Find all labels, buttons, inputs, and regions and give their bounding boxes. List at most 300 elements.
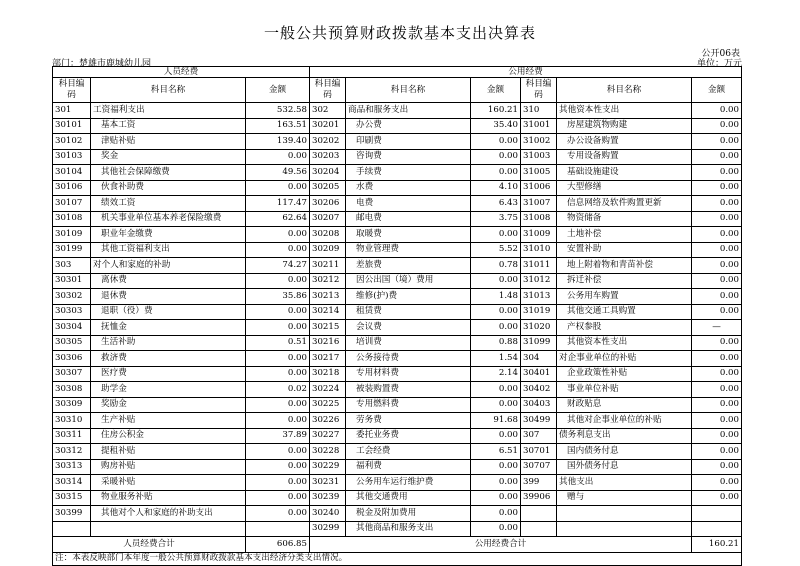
item-amount: 0.00 [471,490,521,506]
table-row [53,134,742,150]
item-name: 水费 [346,180,471,196]
item-code: 30213 [310,289,346,305]
item-code: 30313 [53,459,91,475]
table-row [53,180,742,196]
item-amount: 532.58 [246,103,310,119]
item-name: 助学金 [91,382,246,398]
item-name: 其他资本性支出 [557,335,692,351]
item-amount: 0.00 [471,227,521,243]
item-name: 抚恤金 [91,320,246,336]
item-code: 30104 [53,165,91,181]
item-code: 31012 [521,273,557,289]
table-row [53,118,742,134]
department-label: 部门：楚雄市鹿城幼儿园 [52,59,152,69]
table-row [53,366,742,382]
item-code: 30231 [310,475,346,491]
item-code: 31006 [521,180,557,196]
totals-row [53,537,742,553]
item-amount: 0.00 [692,258,742,274]
item-amount [246,521,310,537]
item-name: 生活补助 [91,335,246,351]
item-name: 大型修缮 [557,180,692,196]
item-code: 31002 [521,134,557,150]
item-name: 土地补偿 [557,227,692,243]
item-name: 咨询费 [346,149,471,165]
item-name: 国外债务付息 [557,459,692,475]
item-code: 30109 [53,227,91,243]
item-amount: 0.51 [246,335,310,351]
item-code: 30202 [310,134,346,150]
item-name: 差旅费 [346,258,471,274]
item-name: 绩效工资 [91,196,246,212]
item-code: 30315 [53,490,91,506]
item-name: 办公设备购置 [557,134,692,150]
item-code [521,521,557,537]
item-amount: 5.52 [471,242,521,258]
item-amount: 0.00 [471,149,521,165]
item-name: 物资储备 [557,211,692,227]
item-amount: 0.00 [246,444,310,460]
item-amount: 0.00 [692,304,742,320]
table-row [53,196,742,212]
table-row [53,258,742,274]
item-code: 301 [53,103,91,119]
item-name: 其他支出 [557,475,692,491]
item-amount: 0.00 [471,165,521,181]
item-code: 304 [521,351,557,367]
item-amount [692,521,742,537]
item-name: 拆迁补偿 [557,273,692,289]
personnel-total-amount: 606.85 [246,537,310,553]
item-name: 其他资本性支出 [557,103,692,119]
table-row [53,320,742,336]
item-code: 30205 [310,180,346,196]
item-code: 30307 [53,366,91,382]
item-code [53,521,91,537]
group-header-row [53,67,742,78]
item-name: 企业政策性补贴 [557,366,692,382]
item-name: 房屋建筑物购建 [557,118,692,134]
item-name: 职业年金缴费 [91,227,246,243]
item-code: 30239 [310,490,346,506]
item-name: 财政贴息 [557,397,692,413]
item-amount: 2.14 [471,366,521,382]
item-amount: 0.00 [692,242,742,258]
item-amount: 0.00 [246,180,310,196]
table-row [53,211,742,227]
item-code: 30314 [53,475,91,491]
item-code: 30203 [310,149,346,165]
item-amount: 0.00 [692,351,742,367]
item-name: 购房补贴 [91,459,246,475]
column-header-row [53,78,742,103]
item-code: 30103 [53,149,91,165]
item-amount: 139.40 [246,134,310,150]
item-name: 因公出国（境）费用 [346,273,471,289]
item-amount: 0.00 [692,289,742,305]
item-amount: 35.86 [246,289,310,305]
item-name: 国内债务付息 [557,444,692,460]
item-name: 取暖费 [346,227,471,243]
item-amount: 0.00 [246,273,310,289]
item-code: 30106 [53,180,91,196]
item-amount: 0.00 [471,397,521,413]
public-total-amount: 160.21 [692,537,742,553]
item-name: 被装购置费 [346,382,471,398]
item-name: 税金及附加费用 [346,506,471,522]
item-amount: 0.00 [692,211,742,227]
item-code: 30311 [53,428,91,444]
item-code: 30707 [521,459,557,475]
item-amount: 0.00 [692,103,742,119]
item-amount: 0.00 [692,196,742,212]
header-code: 科目编码 [53,78,91,103]
item-name: 其他商品和服务支出 [346,521,471,537]
item-amount: 0.00 [692,397,742,413]
item-name: 劳务费 [346,413,471,429]
item-code: 30499 [521,413,557,429]
item-name: 机关事业单位基本养老保险缴费 [91,211,246,227]
item-name: 信息网络及软件购置更新 [557,196,692,212]
item-code: 30214 [310,304,346,320]
table-row [53,506,742,522]
item-amount: 0.00 [692,428,742,444]
table-row [53,242,742,258]
item-code: 30208 [310,227,346,243]
table-row [53,351,742,367]
item-amount: 0.00 [692,490,742,506]
item-name: 赠与 [557,490,692,506]
item-amount: 1.54 [471,351,521,367]
table-row [53,103,742,119]
item-code: 31019 [521,304,557,320]
item-code: 30211 [310,258,346,274]
group-public: 公用经费 [310,67,742,78]
item-amount: 160.21 [471,103,521,119]
item-amount: 163.51 [246,118,310,134]
item-name: 对个人和家庭的补助 [91,258,246,274]
header-name: 科目名称 [91,78,246,103]
public-total-label: 公用经费合计 [310,537,692,553]
item-amount: 0.00 [246,242,310,258]
note-row [53,552,742,565]
header-amount: 金额 [471,78,521,103]
item-code: 399 [521,475,557,491]
item-name: 公务用车运行维护费 [346,475,471,491]
item-code: 39906 [521,490,557,506]
item-code [521,506,557,522]
item-amount: 0.00 [471,459,521,475]
item-code: 31005 [521,165,557,181]
expenditure-table [52,66,742,566]
item-name: 退职（役）费 [91,304,246,320]
item-name: 租赁费 [346,304,471,320]
header-amount: 金额 [692,78,742,103]
header-code: 科目编码 [521,78,557,103]
item-name: 产权参股 [557,320,692,336]
item-amount: 91.68 [471,413,521,429]
item-amount: 0.00 [471,506,521,522]
item-amount: 35.40 [471,118,521,134]
header-name: 科目名称 [346,78,471,103]
header-amount: 金额 [246,78,310,103]
item-code: 30301 [53,273,91,289]
item-name: 商品和服务支出 [346,103,471,119]
item-code: 30199 [53,242,91,258]
item-amount: 0.00 [692,444,742,460]
report-title: 一般公共预算财政拨款基本支出决算表 [263,24,536,42]
item-name: 安置补助 [557,242,692,258]
item-amount [692,506,742,522]
item-code: 30312 [53,444,91,460]
item-code: 30102 [53,134,91,150]
item-code: 30304 [53,320,91,336]
item-name: 基础设施建设 [557,165,692,181]
item-name: 基本工资 [91,118,246,134]
item-name: 手续费 [346,165,471,181]
item-amount: 0.00 [246,413,310,429]
item-name: 生产补贴 [91,413,246,429]
item-amount: 0.00 [692,180,742,196]
item-name: 其他对企事业单位的补贴 [557,413,692,429]
item-name: 会议费 [346,320,471,336]
table-row [53,273,742,289]
item-amount: 0.00 [692,475,742,491]
item-name: 离休费 [91,273,246,289]
table-body [53,67,742,566]
item-amount: 3.75 [471,211,521,227]
item-code: 30216 [310,335,346,351]
item-code: 31099 [521,335,557,351]
item-name: 奖励金 [91,397,246,413]
table-row [53,444,742,460]
item-name: 邮电费 [346,211,471,227]
item-code: 31001 [521,118,557,134]
item-name: 其他工资福利支出 [91,242,246,258]
table-row [53,521,742,537]
item-code: 307 [521,428,557,444]
item-amount: 74.27 [246,258,310,274]
table-row [53,304,742,320]
table-row [53,335,742,351]
item-code: 310 [521,103,557,119]
item-amount: 6.51 [471,444,521,460]
item-name: 培训费 [346,335,471,351]
item-amount: 4.10 [471,180,521,196]
item-code: 30217 [310,351,346,367]
item-amount: 0.78 [471,258,521,274]
item-name: 退休费 [91,289,246,305]
item-code: 30240 [310,506,346,522]
item-amount: 0.00 [246,506,310,522]
item-code: 30401 [521,366,557,382]
item-code: 303 [53,258,91,274]
item-name [557,521,692,537]
item-code: 30403 [521,397,557,413]
item-name: 津贴补贴 [91,134,246,150]
item-code: 30206 [310,196,346,212]
item-amount: 0.00 [246,490,310,506]
item-code: 30302 [53,289,91,305]
item-code: 30228 [310,444,346,460]
item-amount: — [692,320,742,336]
item-amount: 49.56 [246,165,310,181]
item-name: 地上附着物和青苗补偿 [557,258,692,274]
item-code: 30215 [310,320,346,336]
item-amount: 0.00 [692,382,742,398]
item-amount: 0.00 [692,134,742,150]
item-code: 30201 [310,118,346,134]
item-name: 其他交通费用 [346,490,471,506]
item-code: 302 [310,103,346,119]
unit-label: 单位：万元 [696,59,742,69]
item-amount: 0.00 [692,366,742,382]
item-amount: 117.47 [246,196,310,212]
item-name: 其他对个人和家庭的补助支出 [91,506,246,522]
item-name: 对企事业单位的补贴 [557,351,692,367]
item-amount: 0.00 [471,475,521,491]
item-amount: 0.00 [246,366,310,382]
item-code: 30108 [53,211,91,227]
item-amount: 0.00 [692,335,742,351]
table-row [53,165,742,181]
item-name: 工资福利支出 [91,103,246,119]
item-code: 30299 [310,521,346,537]
item-code: 30310 [53,413,91,429]
personnel-total-label: 人员经费合计 [53,537,246,553]
item-name [557,506,692,522]
item-code: 30402 [521,382,557,398]
header-code: 科目编码 [310,78,346,103]
item-code: 30399 [53,506,91,522]
item-name: 工会经费 [346,444,471,460]
item-amount: 0.00 [246,149,310,165]
item-name: 专用设备购置 [557,149,692,165]
table-row [53,475,742,491]
item-amount: 0.00 [246,227,310,243]
item-name: 债务利息支出 [557,428,692,444]
item-amount: 0.00 [692,149,742,165]
group-personnel: 人员经费 [53,67,310,78]
item-amount: 0.02 [246,382,310,398]
item-amount: 0.00 [246,351,310,367]
item-name: 其他交通工具购置 [557,304,692,320]
table-row [53,289,742,305]
item-name: 救济费 [91,351,246,367]
item-name: 专用材料费 [346,366,471,382]
item-code: 31011 [521,258,557,274]
item-code: 31020 [521,320,557,336]
item-amount: 0.00 [692,165,742,181]
item-amount: 0.00 [471,382,521,398]
item-amount: 1.48 [471,289,521,305]
item-name: 其他社会保障缴费 [91,165,246,181]
item-code: 30224 [310,382,346,398]
item-amount: 37.89 [246,428,310,444]
item-amount: 6.43 [471,196,521,212]
item-name [91,521,246,537]
item-code: 30207 [310,211,346,227]
item-amount: 0.00 [246,397,310,413]
item-code: 30306 [53,351,91,367]
item-amount: 0.00 [246,459,310,475]
item-amount: 0.00 [692,118,742,134]
item-amount: 0.00 [692,273,742,289]
item-name: 奖金 [91,149,246,165]
item-name: 委托业务费 [346,428,471,444]
table-row [53,459,742,475]
item-code: 31007 [521,196,557,212]
item-code: 30226 [310,413,346,429]
item-name: 物业服务补贴 [91,490,246,506]
table-row [53,149,742,165]
item-code: 30212 [310,273,346,289]
item-name: 公务用车购置 [557,289,692,305]
item-code: 30305 [53,335,91,351]
item-amount: 0.00 [692,413,742,429]
item-name: 电费 [346,196,471,212]
item-amount: 0.00 [471,320,521,336]
item-code: 31010 [521,242,557,258]
item-code: 30107 [53,196,91,212]
item-code: 30308 [53,382,91,398]
item-name: 提租补贴 [91,444,246,460]
item-code: 30225 [310,397,346,413]
item-amount: 0.88 [471,335,521,351]
form-number: 公开06表 [701,49,740,59]
item-amount: 0.00 [471,428,521,444]
item-name: 伙食补助费 [91,180,246,196]
item-name: 专用燃料费 [346,397,471,413]
item-amount: 62.64 [246,211,310,227]
item-amount: 0.00 [471,134,521,150]
item-name: 采暖补贴 [91,475,246,491]
item-code: 31003 [521,149,557,165]
table-row [53,428,742,444]
item-code: 30101 [53,118,91,134]
item-name: 福利费 [346,459,471,475]
item-code: 31013 [521,289,557,305]
item-amount: 0.00 [692,459,742,475]
header-name: 科目名称 [557,78,692,103]
item-name: 物业管理费 [346,242,471,258]
table-row [53,227,742,243]
item-code: 30218 [310,366,346,382]
item-name: 印刷费 [346,134,471,150]
table-row [53,382,742,398]
item-amount: 0.00 [471,521,521,537]
item-code: 31008 [521,211,557,227]
item-code: 30227 [310,428,346,444]
table-row [53,413,742,429]
footnote: 注：本表反映部门本年度一般公共预算财政拨款基本支出经济分类支出情况。 [53,552,742,565]
item-name: 医疗费 [91,366,246,382]
table-row [53,397,742,413]
item-name: 维修(护)费 [346,289,471,305]
table-row [53,490,742,506]
item-amount: 0.00 [246,320,310,336]
item-code: 30229 [310,459,346,475]
item-name: 事业单位补贴 [557,382,692,398]
item-name: 住房公积金 [91,428,246,444]
item-amount: 0.00 [471,273,521,289]
item-amount: 0.00 [692,227,742,243]
item-code: 30303 [53,304,91,320]
item-amount: 0.00 [246,304,310,320]
item-code: 30209 [310,242,346,258]
item-amount: 0.00 [246,475,310,491]
item-code: 30701 [521,444,557,460]
